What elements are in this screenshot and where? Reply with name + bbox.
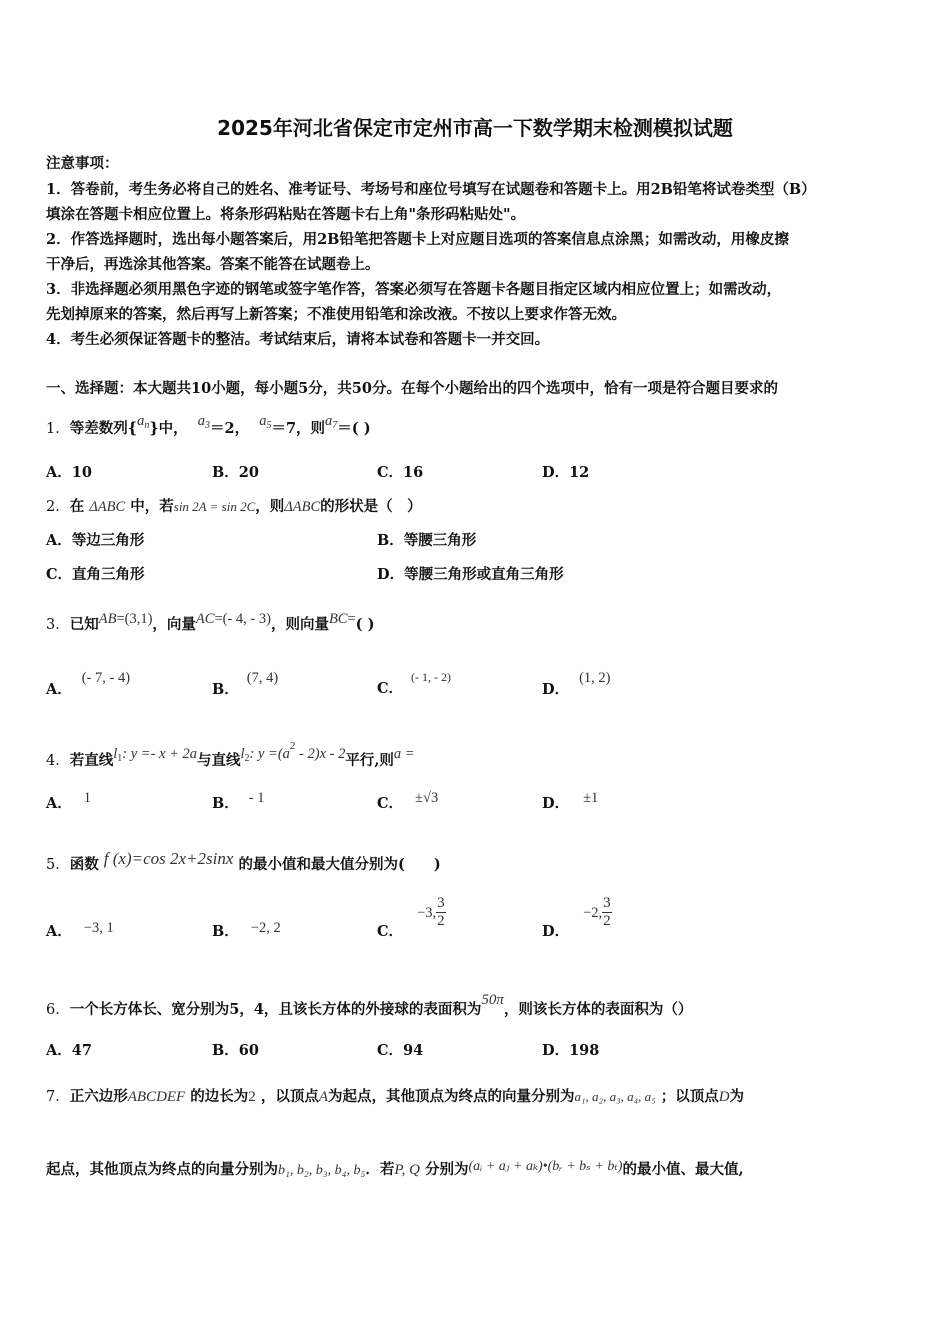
question-7-line-1: 7．正六边形ABCDEF 的边长为2 ，以顶点A为起点，其他顶点为终点的向量分别为a₁, a₂, a₃, a₄, a₅ ；以顶点D为 xyxy=(46,1088,745,1105)
notice-line-1: 1．答卷前，考生务必将自己的姓名、准考证号、考场号和座位号填写在试题卷和答题卡上。用2B铅笔将试卷类型（B） xyxy=(46,181,816,198)
question-7-line-2: 起点，其他顶点为终点的向量分别为b₁, b₂, b₃, b₄, b₅．若P, Q 分别为(aᵢ + aⱼ + aₖ)•(bᵣ + bₛ + bₜ)的最小值、最大值, xyxy=(46,1159,744,1178)
q3-option-b: B．(7, 4) xyxy=(212,670,279,698)
q4-option-c: C． ±√3 xyxy=(377,790,439,812)
question-number: 6． xyxy=(46,1002,70,1018)
q5-option-d: D．−2, $\frac{3}{2}$ xyxy=(542,895,611,940)
q2-option-d: D．等腰三角形或直角三角形 xyxy=(377,566,564,583)
q4-option-a: A． 1 xyxy=(46,790,92,812)
notice-heading: 注意事项： xyxy=(46,155,119,172)
page-title: 2025年河北省保定市定州市高一下数学期末检测模拟试题 xyxy=(217,116,733,140)
q1-option-b: B．20 xyxy=(212,464,259,481)
question-number: 7． xyxy=(46,1089,70,1105)
q3-option-c: C．$^{(- 1, - 2)}$ xyxy=(377,670,452,697)
q5-option-c: C．−3, $\frac{3}{2}$ xyxy=(377,895,445,940)
question-4: 4．若直线$l_1$: y =- x + 2a与直线$l_2$: $y =(a^2 - 2)x - 2$平行,则a = xyxy=(46,740,415,769)
q2-option-b: B．等腰三角形 xyxy=(377,532,477,549)
question-number: 2． xyxy=(46,499,70,515)
notice-line-4: 干净后，再选涂其他答案。答案不能答在试题卷上。 xyxy=(46,256,380,273)
notice-line-7: 4．考生必须保证答题卡的整洁。考试结束后，请将本试卷和答题卡一并交回。 xyxy=(46,331,550,348)
question-6: 6．一个长方体长、宽分别为5，4，且该长方体的外接球的表面积为50π，则该长方体的表面积为（） xyxy=(46,992,693,1018)
question-number: 4． xyxy=(46,753,70,769)
q3-option-a: A．(- 7, - 4) xyxy=(46,670,131,698)
notice-line-5: 3．非选择题必须用黑色字迹的钢笔或签字笔作答，答案必须写在答题卡各题目指定区域内相应位置上；如需改动， xyxy=(46,281,782,298)
q2-option-a: A．等边三角形 xyxy=(46,532,145,549)
q1-option-c: C．16 xyxy=(377,464,424,481)
q2-option-c: C．直角三角形 xyxy=(46,566,145,583)
question-2: 2．在 ΔABC 中，若sin 2A = sin 2C，则ΔABC的形状是（ ） xyxy=(46,498,422,515)
question-3: 3．已知AB=(3,1)，向量AC=(- 4, - 3)，则向量BC=( ) xyxy=(46,611,375,633)
q6-option-c: C．94 xyxy=(377,1042,424,1059)
q3-option-d: D．(1, 2) xyxy=(542,670,611,698)
q6-option-d: D．198 xyxy=(542,1042,600,1059)
question-5: 5．函数 f (x)=cos 2x+2sinx 的最小值和最大值分别为( ) xyxy=(46,849,441,873)
q5-option-a: A． −3, 1 xyxy=(46,920,114,940)
notice-line-2: 填涂在答题卡相应位置上。将条形码粘贴在答题卡右上角"条形码粘贴处"。 xyxy=(46,206,526,223)
q4-option-d: D． ±1 xyxy=(542,790,599,812)
question-number: 3． xyxy=(46,617,70,633)
question-1: 1．等差数列$\{a_n\}$中， $a_3=2$， $a_5=7$，则$a_7=$( ) xyxy=(46,413,371,437)
q6-option-a: A．47 xyxy=(46,1042,92,1059)
q6-option-b: B．60 xyxy=(212,1042,259,1059)
question-number: 5． xyxy=(46,857,70,873)
q4-option-b: B． - 1 xyxy=(212,790,265,812)
notice-line-3: 2．作答选择题时，选出每小题答案后，用2B铅笔把答题卡上对应题目选项的答案信息点涂黑；如需改动，用橡皮擦 xyxy=(46,231,789,248)
q1-option-a: A．10 xyxy=(46,464,92,481)
notice-line-6: 先划掉原来的答案，然后再写上新答案；不准使用铅笔和涂改液。不按以上要求作答无效。 xyxy=(46,306,626,323)
q1-option-d: D．12 xyxy=(542,464,590,481)
section-heading: 一、选择题：本大题共10小题，每小题5分，共50分。在每个小题给出的四个选项中，恰有一项是符合题目要求的 xyxy=(46,380,778,397)
question-number: 1． xyxy=(46,421,70,437)
q5-option-b: B． −2, 2 xyxy=(212,920,281,940)
